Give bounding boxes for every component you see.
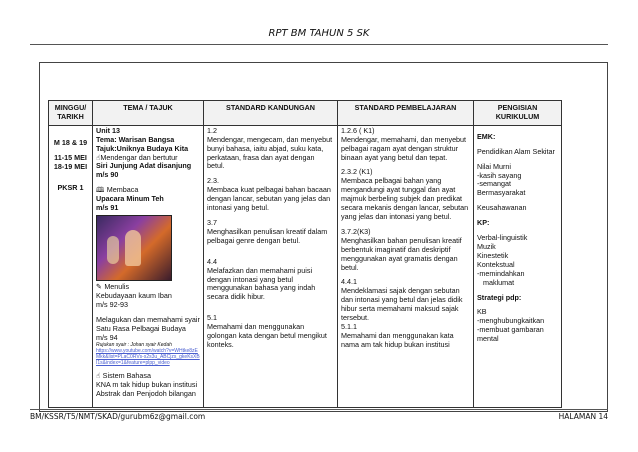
strategi-item-1: KB — [477, 307, 487, 317]
header-tema: TEMA / TAJUK — [93, 101, 204, 126]
membaca-page: m/s 91 — [96, 203, 119, 213]
kp-item-2: Muzik — [477, 241, 496, 251]
page-title: RPT BM TAHUN 5 SK — [268, 28, 370, 39]
sk-1-2-text: Mendengar, mengecam, dan menyebut bunyi bahasa, iaitu abjad, suku kata, perkataan, frasa dan ayat dengan betul. — [207, 134, 333, 171]
cell-standard-kandungan — [204, 125, 338, 407]
footer-divider — [30, 409, 608, 410]
sp-1-2-6-number: 1.2.6 ( K1) — [341, 125, 375, 135]
sk-5-1-text: Memahami dan menggunakan golongan kata dengan betul mengikut konteks. — [207, 322, 327, 349]
nilai-item-1: -kasih sayang — [477, 170, 522, 180]
kp-item-5: -memindahkan — [477, 268, 525, 278]
strategi-label: Strategi pdp: — [477, 292, 522, 302]
melagukan-label: Melagukan dan memahami syair — [96, 314, 200, 324]
header-standard-pembelajaran: STANDARD PEMBELAJARAN — [338, 101, 474, 126]
header-minggu: MINGGU/ TARIKH — [49, 101, 93, 126]
siri-page: m/s 90 — [96, 170, 119, 180]
menulis-page: m/s 92-93 — [96, 299, 128, 309]
sk-3-7-text: Menghasilkan penulisan kreatif dalam pelbagai genre dengan betul. — [207, 226, 328, 245]
rujukan-note: Rujukan syair : Johan syair Kedah — [96, 342, 172, 349]
strategi-item-3: -membuat gambaran — [477, 325, 544, 335]
sp-4-4-1-text: Mendeklamasi sajak dengan sebutan dan intonasi yang betul dan jelas didik hibur serta memahami maksud sajak tersebut. — [341, 286, 463, 323]
book-icon: 🕮 — [96, 185, 107, 195]
syair-page: m/s 94 — [96, 332, 118, 342]
sp-1-2-6-text: Mendengar, memahami, dan menyebut pelbagai ragam ayat dengan struktur binaan ayat yang betul dan tepat. — [341, 134, 467, 162]
sp-5-1-1-number: 5.1.1 — [341, 321, 357, 331]
week-number: M 18 & 19 — [53, 137, 88, 147]
sp-5-1-1-text: Memahami dan menggunakan kata nama am tak hidup bukan institusi — [341, 330, 454, 349]
sp-2-3-2-number: 2.3.2 (K1) — [341, 167, 373, 177]
video-thumbnail — [96, 215, 172, 281]
sk-2-3-text: Membaca kuat pelbagai bahan bacaan dengan lancar, sebutan yang jelas dan intonasi yang betul. — [207, 185, 331, 213]
table-header-row — [49, 101, 562, 126]
header-divider — [30, 44, 608, 45]
emk-item: Pendidikan Alam Sekitar — [477, 146, 555, 156]
menulis-label: Menulis — [104, 281, 130, 291]
tajuk-title: Tajuk:Uniknya Budaya Kita — [96, 143, 189, 153]
keusahawanan-label: Keusahawanan — [477, 203, 527, 213]
week-date-2: 18-19 MEI — [53, 161, 88, 171]
sk-1-2-number: 1.2 — [207, 125, 217, 135]
header-standard-kandungan: STANDARD KANDUNGAN — [204, 101, 338, 126]
sk-2-3-number: 2.3. — [207, 176, 219, 186]
strategi-item-2: -menghubungkaitkan — [477, 316, 545, 326]
sp-4-4-1-number: 4.4.1 — [341, 277, 357, 287]
cell-minggu — [49, 125, 93, 407]
footer-email: BM/KSSR/T5/NMT/SKAD/gurubm6z@gmail.com — [30, 412, 206, 421]
emk-label: EMK: — [477, 131, 496, 141]
sk-4-4-number: 4.4 — [207, 256, 217, 266]
siri-title: Siri Junjung Adat disanjung — [96, 161, 192, 171]
header-pengisian: PENGISIAN KURIKULUM — [474, 101, 562, 126]
membaca-label: Membaca — [106, 185, 139, 195]
unit-label: Unit 13 — [96, 125, 120, 135]
nilai-item-3: Bermasyarakat — [477, 188, 526, 198]
nilai-label: Nilai Murni — [477, 161, 511, 171]
rpt-table — [48, 100, 562, 408]
sp-3-7-2-number: 3.7.2(K3) — [341, 226, 371, 236]
kp-item-4: Kontekstual — [477, 259, 515, 269]
ear-icon: ☝ — [96, 152, 101, 162]
sk-3-7-number: 3.7 — [207, 217, 217, 227]
menulis-title: Kebudayaan kaum Iban — [96, 290, 172, 300]
kp-label: KP: — [477, 218, 490, 228]
table-row — [49, 125, 562, 407]
cell-tema — [93, 125, 204, 407]
cell-standard-pembelajaran — [338, 125, 474, 407]
membaca-title: Upacara Minum Teh — [96, 194, 164, 204]
mendengar-label: Mendengar dan bertutur — [100, 152, 178, 162]
pksr-label: PKSR 1 — [57, 182, 84, 192]
gear-icon: ☝ — [96, 371, 103, 381]
week-date-1: 11-15 MEI — [54, 152, 87, 162]
kna-text: KNA m tak hidup bukan institusi Abstrak dan Penjodoh bilangan — [96, 380, 198, 399]
pencil-icon: ✎ — [96, 281, 105, 291]
sk-5-1-number: 5.1 — [207, 313, 217, 323]
kp-item-1: Verbal-linguistik — [477, 233, 528, 243]
sp-2-3-2-text: Membaca pelbagai bahan yang mengandungi ayat tunggal dan ayat majmuk berbeling subjek dan predikat secara mekanis dengan lancar, sebutan yang jelas dan intonasi yang betul. — [341, 176, 469, 221]
sk-4-4-text: Melafazkan dan memahami puisi dengan intonasi yang betul menggunakan bahasa yang indah secara didik hibur. — [207, 265, 316, 302]
kp-item-6: maklumat — [483, 277, 515, 287]
youtube-link[interactable]: https://www.youtube.com/watch?v=WHtke8zEMkk&list=PLaC0RVs-s2s3u_ABCjzs_gkeKsXBI1s&index=1&feature=plpp_video — [96, 348, 200, 367]
sistem-label: Sistem Bahasa — [102, 371, 152, 381]
cell-pengisian — [474, 125, 562, 407]
sp-3-7-2-text: Menghasilkan bahan penulisan kreatif berbentuk imaginatif dan deskriptif menggunakan ayat gramatis dengan betul. — [341, 235, 462, 272]
footer-page-number: HALAMAN 14 — [558, 412, 608, 421]
kp-item-3: Kinestetik — [477, 250, 509, 260]
nilai-item-2: -semangat — [477, 179, 511, 189]
tema-title: Tema: Warisan Bangsa — [96, 134, 175, 144]
strategi-item-4: mental — [477, 334, 499, 344]
syair-title: Satu Rasa Pelbagai Budaya — [96, 323, 186, 333]
